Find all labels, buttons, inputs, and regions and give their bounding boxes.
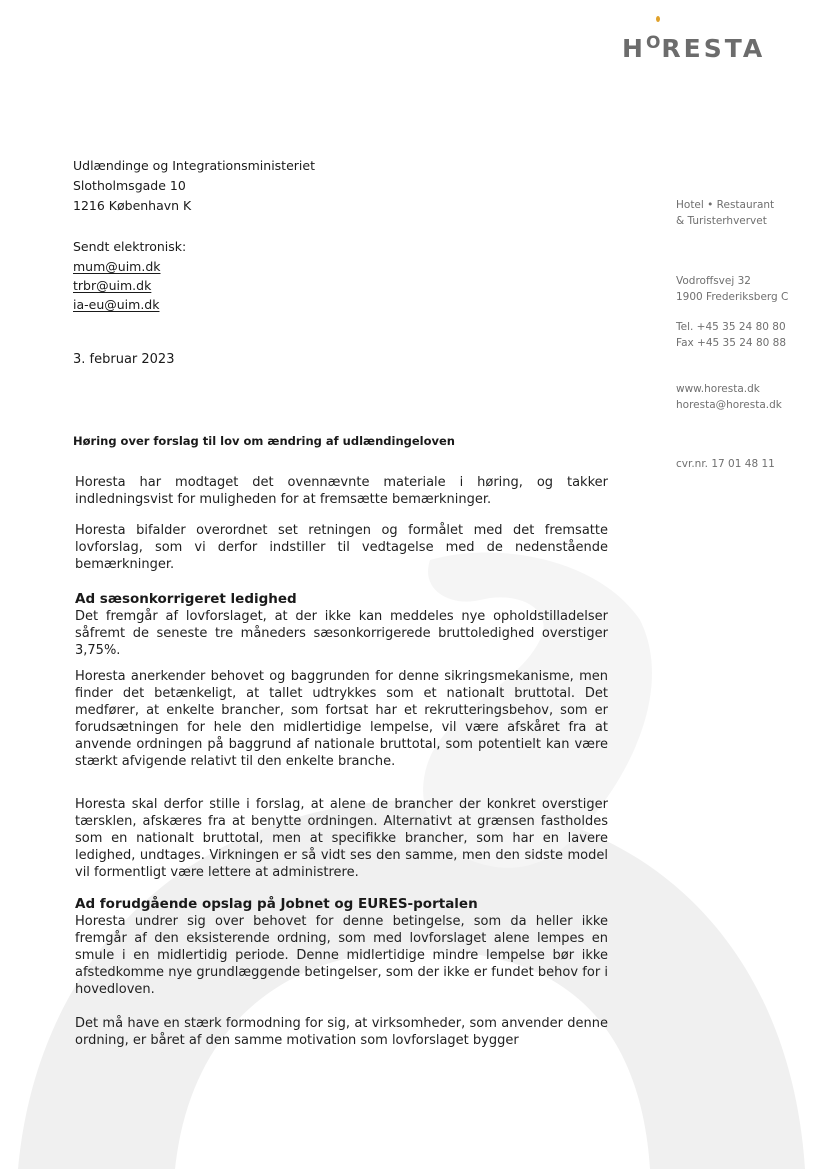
email-list <box>73 257 161 314</box>
paragraph-1: Horesta har modtaget det ovennævnte materiale i høring, og takker indledningsvist for muligheden for at fremsætte bemærkninger. <box>75 475 608 507</box>
sender-org <box>676 197 774 229</box>
letter-subject: Høring over forslag til lov om ændring af udlændingeloven <box>73 434 455 448</box>
sender-address <box>676 273 788 305</box>
email-link-ia-eu[interactable]: ia-eu@uim.dk <box>73 297 160 312</box>
paragraph-7: Det må have en stærk formodning for sig, at virksomheder, som anvender denne ordning, er båret af den samme motivation som lovforslaget bygger <box>75 1016 608 1048</box>
sender-email[interactable]: horesta@horesta.dk <box>676 399 782 411</box>
sender-street: Vodroffsvej 32 <box>676 275 751 287</box>
recipient-address <box>73 156 315 216</box>
paragraph-3: Det fremgår af lovforslaget, at der ikke kan meddeles nye opholdstilladelser såfremt de seneste tre måneders sæsonkorrigerede bruttoledighed overstiger 3,75%. <box>75 609 608 658</box>
logo-letters-resta: RESTA <box>661 34 766 63</box>
letter-date: 3. februar 2023 <box>73 352 175 367</box>
recipient-name: Udlændinge og Integrationsministeriet <box>73 158 315 173</box>
heading-seasonal-unemployment: Ad sæsonkorrigeret ledighed <box>75 591 297 607</box>
heading-jobnet-eures: Ad forudgående opslag på Jobnet og EURES-portalen <box>75 896 478 912</box>
sender-cvr-block <box>676 456 775 472</box>
paragraph-5: Horesta skal derfor stille i forslag, at alene de brancher der konkret overstiger tærsklen, afskæres fra at benytte ordningen. Alternativt at grænsen fastholdes som en nationalt bruttotal, men at specifikke brancher, som har en lavere ledighed, undtages. Virkningen er så vidt ses den samme, men den sidste model vil formentligt være lettere at administrere. <box>75 797 608 880</box>
recipient-city: 1216 København K <box>73 198 192 213</box>
sender-cvr: cvr.nr. 17 01 48 11 <box>676 458 775 470</box>
recipient-street: Slotholmsgade 10 <box>73 178 186 193</box>
sent-label: Sendt elektronisk: <box>73 239 187 254</box>
sent-block <box>73 237 186 257</box>
sender-city: 1900 Frederiksberg C <box>676 291 789 303</box>
paragraph-4: Horesta anerkender behovet og baggrunden for denne sikringsmekanisme, men finder det betænkeligt, at tallet udtrykkes som et nationalt bruttotal. Det medfører, at enkelte brancher, som fortsat har et rekrutteringsbehov, som er forudsætningen for hele den midlertidige lempelse, vil være afskåret fra at anvende ordningen på baggrund af nationale bruttotal, som potentielt kan være stærkt afvigende relativt til den enkelte branche. <box>75 669 608 769</box>
logo-accent-dot <box>655 16 661 22</box>
sender-org-line1: Hotel • Restaurant <box>676 199 775 211</box>
sender-website[interactable]: www.horesta.dk <box>676 383 760 395</box>
paragraph-6: Horesta undrer sig over behovet for denne betingelse, som da heller ikke fremgår af den eksisterende ordning, som med lovforslaget alene lempes en smule i en midlertidig periode. Denne midlertidige mindre lempelse bør ikke afstedkomme nye grundlæggende betingelser, som der ikke er fundet behov for i hovedloven. <box>75 914 608 997</box>
sender-phone <box>676 319 786 351</box>
logo-letter-h: H <box>622 34 646 63</box>
sender-org-line2: & Turisterhvervet <box>676 215 767 227</box>
paragraph-2: Horesta bifalder overordnet set retningen og formålet med det fremsatte lovforslag, som vi derfor indstiller til vedtagelse med de nedenstående bemærkninger. <box>75 523 608 572</box>
sender-tel: Tel. +45 35 24 80 80 <box>676 321 786 333</box>
sender-web <box>676 381 782 413</box>
sender-fax: Fax +45 35 24 80 88 <box>676 337 787 349</box>
logo-letter-o: O <box>645 33 662 53</box>
email-link-trbr[interactable]: trbr@uim.dk <box>73 278 152 293</box>
horesta-logo <box>622 28 782 68</box>
email-link-mum[interactable]: mum@uim.dk <box>73 259 161 274</box>
